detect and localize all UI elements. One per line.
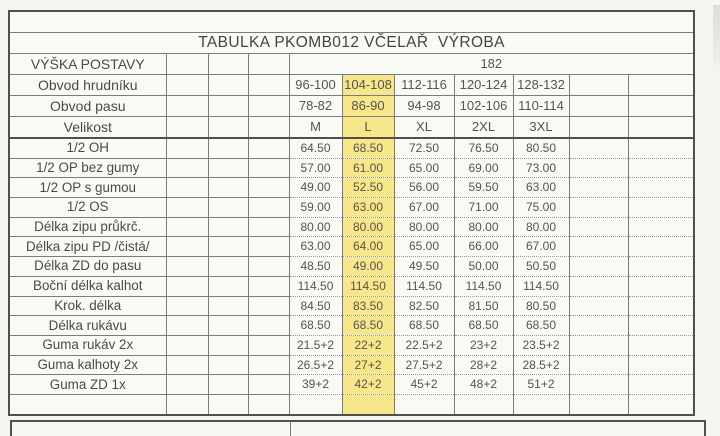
value-3xl: 80.00 <box>513 217 569 237</box>
empty-cell <box>208 394 248 414</box>
empty-cell <box>628 296 694 316</box>
table-row <box>9 276 694 296</box>
empty-cell <box>569 198 628 218</box>
empty-cell <box>248 217 289 237</box>
value-3xl: 51+2 <box>513 375 569 395</box>
empty-cell <box>569 355 628 375</box>
empty-cell <box>569 335 628 355</box>
vyska-value: 182 <box>289 54 694 75</box>
value-2xl: 23+2 <box>454 335 513 355</box>
empty-cell <box>208 217 248 237</box>
table-title: TABULKA PKOMB012 VČELAŘ VÝROBA <box>9 33 694 54</box>
row-label-obvod-pasu: Obvod pasu <box>9 96 166 117</box>
empty-cell <box>569 217 628 237</box>
value-3xl: 75.00 <box>513 198 569 218</box>
table-row <box>9 33 694 54</box>
value-2xl: 66.00 <box>454 237 513 257</box>
second-table-divider <box>290 422 291 436</box>
value-3xl: 28.5+2 <box>513 355 569 375</box>
value-xl: 67.00 <box>394 198 454 218</box>
value-m: 114.50 <box>289 276 342 296</box>
empty-cell <box>9 11 694 33</box>
value-m: 63.00 <box>289 237 342 257</box>
value-3xl: 50.50 <box>513 257 569 277</box>
empty-cell <box>248 117 289 139</box>
value-2xl: 76.50 <box>454 138 513 158</box>
empty-cell <box>166 257 208 277</box>
row-label: 1/2 OP bez gumy <box>9 158 166 178</box>
value-2xl: 81.50 <box>454 296 513 316</box>
chest-range-2xl: 120-124 <box>454 75 513 96</box>
empty-cell <box>289 394 342 414</box>
row-label: Délka zipu PD /čistá/ <box>9 237 166 257</box>
empty-cell <box>208 75 248 96</box>
empty-cell <box>248 276 289 296</box>
empty-cell <box>208 375 248 395</box>
value-l: 83.50 <box>342 296 394 316</box>
empty-cell <box>166 178 208 198</box>
waist-range-xl: 94-98 <box>394 96 454 117</box>
empty-cell <box>628 335 694 355</box>
table-row <box>9 96 694 117</box>
empty-cell <box>208 237 248 257</box>
empty-cell <box>248 198 289 218</box>
value-m: 80.00 <box>289 217 342 237</box>
empty-cell <box>166 158 208 178</box>
value-l: 114.50 <box>342 276 394 296</box>
row-label: Guma rukáv 2x <box>9 335 166 355</box>
empty-cell <box>166 316 208 336</box>
row-label-vyska-postavy: VÝŠKA POSTAVY <box>9 54 166 75</box>
table-row <box>9 178 694 198</box>
value-3xl: 67.00 <box>513 237 569 257</box>
waist-range-2xl: 102-106 <box>454 96 513 117</box>
value-m: 39+2 <box>289 375 342 395</box>
value-l: 49.00 <box>342 257 394 277</box>
row-label: Délka ZD do pasu <box>9 257 166 277</box>
empty-cell <box>628 178 694 198</box>
value-xl: 80.00 <box>394 217 454 237</box>
empty-cell <box>569 96 628 117</box>
empty-cell <box>166 117 208 139</box>
empty-cell <box>208 54 248 75</box>
empty-cell <box>208 117 248 139</box>
value-xl: 65.00 <box>394 158 454 178</box>
empty-cell <box>166 375 208 395</box>
empty-cell <box>248 237 289 257</box>
empty-cell <box>208 96 248 117</box>
value-2xl: 71.00 <box>454 198 513 218</box>
empty-cell <box>628 96 694 117</box>
empty-cell <box>248 335 289 355</box>
empty-cell <box>208 158 248 178</box>
value-3xl: 80.50 <box>513 296 569 316</box>
empty-cell <box>248 138 289 158</box>
size-xl: XL <box>394 117 454 139</box>
empty-cell <box>248 296 289 316</box>
waist-range-l: 86-90 <box>342 96 394 117</box>
empty-cell <box>513 394 569 414</box>
value-2xl: 28+2 <box>454 355 513 375</box>
empty-cell <box>628 138 694 158</box>
chest-range-3xl: 128-132 <box>513 75 569 96</box>
row-label: Délka rukávu <box>9 316 166 336</box>
value-2xl: 68.50 <box>454 316 513 336</box>
empty-cell <box>628 257 694 277</box>
table-row <box>9 355 694 375</box>
empty-cell <box>569 117 628 139</box>
value-3xl: 68.50 <box>513 316 569 336</box>
waist-range-m: 78-82 <box>289 96 342 117</box>
size-l: L <box>342 117 394 139</box>
empty-cell <box>569 75 628 96</box>
table-row <box>9 375 694 395</box>
scan-edge-artifact <box>713 5 720 77</box>
table-row <box>9 158 694 178</box>
value-m: 57.00 <box>289 158 342 178</box>
empty-cell <box>394 394 454 414</box>
row-label: 1/2 OH <box>9 138 166 158</box>
row-label: 1/2 OS <box>9 198 166 218</box>
value-l: 68.50 <box>342 316 394 336</box>
table-row <box>9 75 694 96</box>
value-l: 63.00 <box>342 198 394 218</box>
empty-cell <box>628 198 694 218</box>
value-m: 48.50 <box>289 257 342 277</box>
size-spec-table <box>8 10 695 416</box>
empty-cell <box>628 276 694 296</box>
value-m: 84.50 <box>289 296 342 316</box>
second-table-top-edge <box>10 420 706 436</box>
row-label: Krok. délka <box>9 296 166 316</box>
value-3xl: 23.5+2 <box>513 335 569 355</box>
empty-cell <box>166 138 208 158</box>
empty-cell <box>248 394 289 414</box>
value-m: 64.50 <box>289 138 342 158</box>
empty-cell <box>628 394 694 414</box>
empty-cell <box>166 75 208 96</box>
empty-cell <box>569 158 628 178</box>
empty-cell <box>569 138 628 158</box>
value-l: 61.00 <box>342 158 394 178</box>
empty-cell <box>208 178 248 198</box>
empty-cell <box>208 335 248 355</box>
chest-range-l: 104-108 <box>342 75 394 96</box>
row-label: Guma ZD 1x <box>9 375 166 395</box>
empty-cell <box>208 276 248 296</box>
row-label: 1/2 OP s gumou <box>9 178 166 198</box>
row-label-obvod-hrudniku: Obvod hrudníku <box>9 75 166 96</box>
value-2xl: 69.00 <box>454 158 513 178</box>
empty-cell <box>248 178 289 198</box>
empty-cell <box>166 96 208 117</box>
empty-cell <box>166 54 208 75</box>
empty-cell <box>166 217 208 237</box>
table-row <box>9 335 694 355</box>
size-2xl: 2XL <box>454 117 513 139</box>
table-row <box>9 296 694 316</box>
empty-cell <box>166 198 208 218</box>
value-xl: 68.50 <box>394 316 454 336</box>
value-l: 64.00 <box>342 237 394 257</box>
empty-cell <box>342 394 394 414</box>
value-l: 42+2 <box>342 375 394 395</box>
empty-cell <box>166 355 208 375</box>
empty-cell <box>569 257 628 277</box>
empty-cell <box>208 198 248 218</box>
empty-cell <box>166 237 208 257</box>
value-xl: 82.50 <box>394 296 454 316</box>
value-xl: 114.50 <box>394 276 454 296</box>
table-row <box>9 198 694 218</box>
value-3xl: 114.50 <box>513 276 569 296</box>
empty-cell <box>166 276 208 296</box>
empty-cell <box>248 375 289 395</box>
chest-range-m: 96-100 <box>289 75 342 96</box>
empty-cell <box>248 54 289 75</box>
empty-cell <box>628 217 694 237</box>
empty-cell <box>208 355 248 375</box>
value-l: 68.50 <box>342 138 394 158</box>
empty-cell <box>628 75 694 96</box>
empty-cell <box>569 276 628 296</box>
value-xl: 65.00 <box>394 237 454 257</box>
empty-cell <box>628 375 694 395</box>
value-xl: 56.00 <box>394 178 454 198</box>
empty-cell <box>628 117 694 139</box>
row-label: Délka zipu průkrč. <box>9 217 166 237</box>
value-m: 49.00 <box>289 178 342 198</box>
value-3xl: 73.00 <box>513 158 569 178</box>
empty-cell <box>166 394 208 414</box>
chest-range-xl: 112-116 <box>394 75 454 96</box>
value-xl: 45+2 <box>394 375 454 395</box>
table-row <box>9 257 694 277</box>
table-row <box>9 54 694 75</box>
empty-cell <box>248 355 289 375</box>
empty-cell <box>248 257 289 277</box>
empty-cell <box>569 296 628 316</box>
table-row <box>9 11 694 33</box>
value-xl: 72.50 <box>394 138 454 158</box>
value-m: 26.5+2 <box>289 355 342 375</box>
value-l: 80.00 <box>342 217 394 237</box>
value-xl: 49.50 <box>394 257 454 277</box>
value-2xl: 48+2 <box>454 375 513 395</box>
empty-cell <box>248 316 289 336</box>
empty-cell <box>569 375 628 395</box>
empty-cell <box>208 138 248 158</box>
size-m: M <box>289 117 342 139</box>
empty-cell <box>628 237 694 257</box>
empty-cell <box>248 96 289 117</box>
size-3xl: 3XL <box>513 117 569 139</box>
value-2xl: 114.50 <box>454 276 513 296</box>
value-3xl: 63.00 <box>513 178 569 198</box>
value-xl: 27.5+2 <box>394 355 454 375</box>
value-m: 21.5+2 <box>289 335 342 355</box>
value-m: 59.00 <box>289 198 342 218</box>
value-2xl: 80.00 <box>454 217 513 237</box>
table-row <box>9 316 694 336</box>
empty-cell <box>628 158 694 178</box>
empty-cell <box>569 394 628 414</box>
value-3xl: 80.50 <box>513 138 569 158</box>
empty-cell <box>248 75 289 96</box>
value-2xl: 59.50 <box>454 178 513 198</box>
empty-cell <box>166 296 208 316</box>
empty-cell <box>628 355 694 375</box>
empty-cell <box>569 178 628 198</box>
value-l: 27+2 <box>342 355 394 375</box>
empty-cell <box>569 316 628 336</box>
empty-cell <box>454 394 513 414</box>
empty-cell <box>248 158 289 178</box>
value-m: 68.50 <box>289 316 342 336</box>
empty-cell <box>9 394 166 414</box>
value-xl: 22.5+2 <box>394 335 454 355</box>
value-l: 52.50 <box>342 178 394 198</box>
row-label: Guma kalhoty 2x <box>9 355 166 375</box>
value-l: 22+2 <box>342 335 394 355</box>
empty-cell <box>208 296 248 316</box>
table-row <box>9 394 694 414</box>
empty-cell <box>208 257 248 277</box>
table-row <box>9 237 694 257</box>
row-label-velikost: Velikost <box>9 117 166 139</box>
empty-cell <box>208 316 248 336</box>
table-row <box>9 217 694 237</box>
value-2xl: 50.00 <box>454 257 513 277</box>
empty-cell <box>569 237 628 257</box>
table-row <box>9 117 694 139</box>
empty-cell <box>166 335 208 355</box>
waist-range-3xl: 110-114 <box>513 96 569 117</box>
row-label: Boční délka kalhot <box>9 276 166 296</box>
empty-cell <box>628 316 694 336</box>
table-row <box>9 138 694 158</box>
